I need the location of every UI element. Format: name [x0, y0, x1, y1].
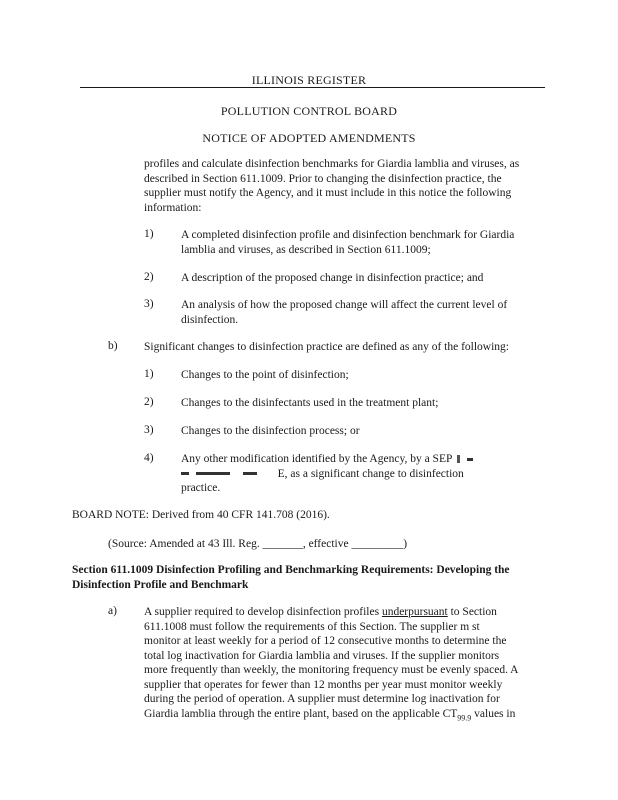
- list-item-line: A completed disinfection profile and disinfection benchmark for Giardia: [181, 229, 515, 241]
- item-a-text: to Section: [447, 606, 497, 618]
- section-heading: [72, 563, 510, 592]
- list-item: Changes to the disinfectants used in the treatment plant;: [181, 397, 439, 409]
- item-a-paragraph: [144, 605, 519, 725]
- list-item: Changes to the disinfection process; or: [181, 425, 360, 437]
- item-a-line: more frequently than weekly, the monitoring frequency must be evenly spaced. A: [144, 664, 519, 676]
- list-item-line: Any other modification identified by the Agency, by a SEP: [181, 453, 452, 465]
- register-title: ILLINOIS REGISTER: [251, 73, 367, 87]
- list-item-line: practice.: [181, 482, 221, 494]
- list-item: [181, 271, 483, 286]
- list-number: 1): [144, 368, 154, 380]
- item-a-line: 611.1008 must follow the requirements of this Section. The supplier m st: [144, 620, 480, 633]
- list-item: Changes to the point of disinfection;: [181, 369, 349, 381]
- list-number: 1): [144, 228, 154, 240]
- list-number: 2): [144, 271, 154, 283]
- item-a-number: a): [108, 605, 117, 617]
- list-number: 2): [144, 396, 154, 408]
- intro-line: described in Section 611.1009. Prior to changing the disinfection practice, the: [144, 172, 502, 185]
- header-rule: [80, 87, 545, 88]
- item-a-line: monitor at least weekly for a period of 12 consecutive months to determine the: [144, 635, 507, 647]
- ct-subscript: 99.9: [457, 712, 472, 722]
- list-item: [181, 452, 475, 496]
- list-item-line: An analysis of how the proposed change will affect the current level of: [181, 299, 508, 311]
- section-heading-line: Section 611.1009 Disinfection Profiling and Benchmarking Requirements: Developing the: [72, 564, 510, 576]
- intro-line: profiles and calculate disinfection benchmarks for Giardia lamblia and viruses, as: [144, 158, 520, 170]
- item-a-line: total log inactivation for Giardia lamblia and viruses. If the supplier monitors: [144, 649, 500, 662]
- item-a-line: during the period of operation. A supplier must determine log inactivation for: [144, 693, 500, 705]
- source-note: (Source: Amended at 43 Ill. Reg. _______, effective _________): [108, 538, 408, 550]
- list-item-line: lamblia and viruses, as described in Section 611.1009;: [181, 243, 431, 256]
- list-item: [181, 228, 514, 257]
- list-item-line: disinfection.: [181, 313, 239, 326]
- notice-title: NOTICE OF ADOPTED AMENDMENTS: [202, 131, 416, 145]
- scan-smudge: [467, 458, 473, 461]
- item-a-line: supplier that operates for fewer than 12 months per year must monitor weekly: [144, 678, 503, 691]
- item-b-text: Significant changes to disinfection practice are defined as any of the following:: [144, 341, 510, 353]
- list-item-line: A description of the proposed change in disinfection practice; and: [181, 272, 484, 284]
- section-heading-line: Disinfection Profile and Benchmark: [72, 578, 249, 591]
- intro-line: supplier must notify the Agency, and it must include in this notice the following: [144, 187, 512, 199]
- underlined-amendment: underpursuant: [381, 606, 448, 618]
- intro-line: information:: [144, 201, 202, 214]
- list-number: 4): [144, 452, 154, 464]
- list-number: 3): [144, 298, 154, 310]
- scan-smudge: [243, 472, 257, 475]
- scan-smudge: [196, 472, 230, 475]
- item-a-text: A supplier required to develop disinfection profiles: [144, 606, 382, 618]
- list-item: [181, 298, 507, 327]
- scan-smudge: [457, 455, 460, 463]
- intro-paragraph: [144, 157, 519, 215]
- list-item-line: E, as a significant change to disinfection: [277, 467, 464, 480]
- board-note: BOARD NOTE: Derived from 40 CFR 141.708 (2016).: [72, 509, 330, 521]
- board-title: POLLUTION CONTROL BOARD: [220, 104, 398, 118]
- item-a-text: Giardia lamblia through the entire plant, based on the applicable CT: [144, 707, 458, 720]
- list-number: 3): [144, 424, 154, 436]
- item-a-text: values in: [471, 707, 516, 720]
- item-b-number: b): [108, 340, 118, 352]
- scan-smudge: [181, 472, 189, 475]
